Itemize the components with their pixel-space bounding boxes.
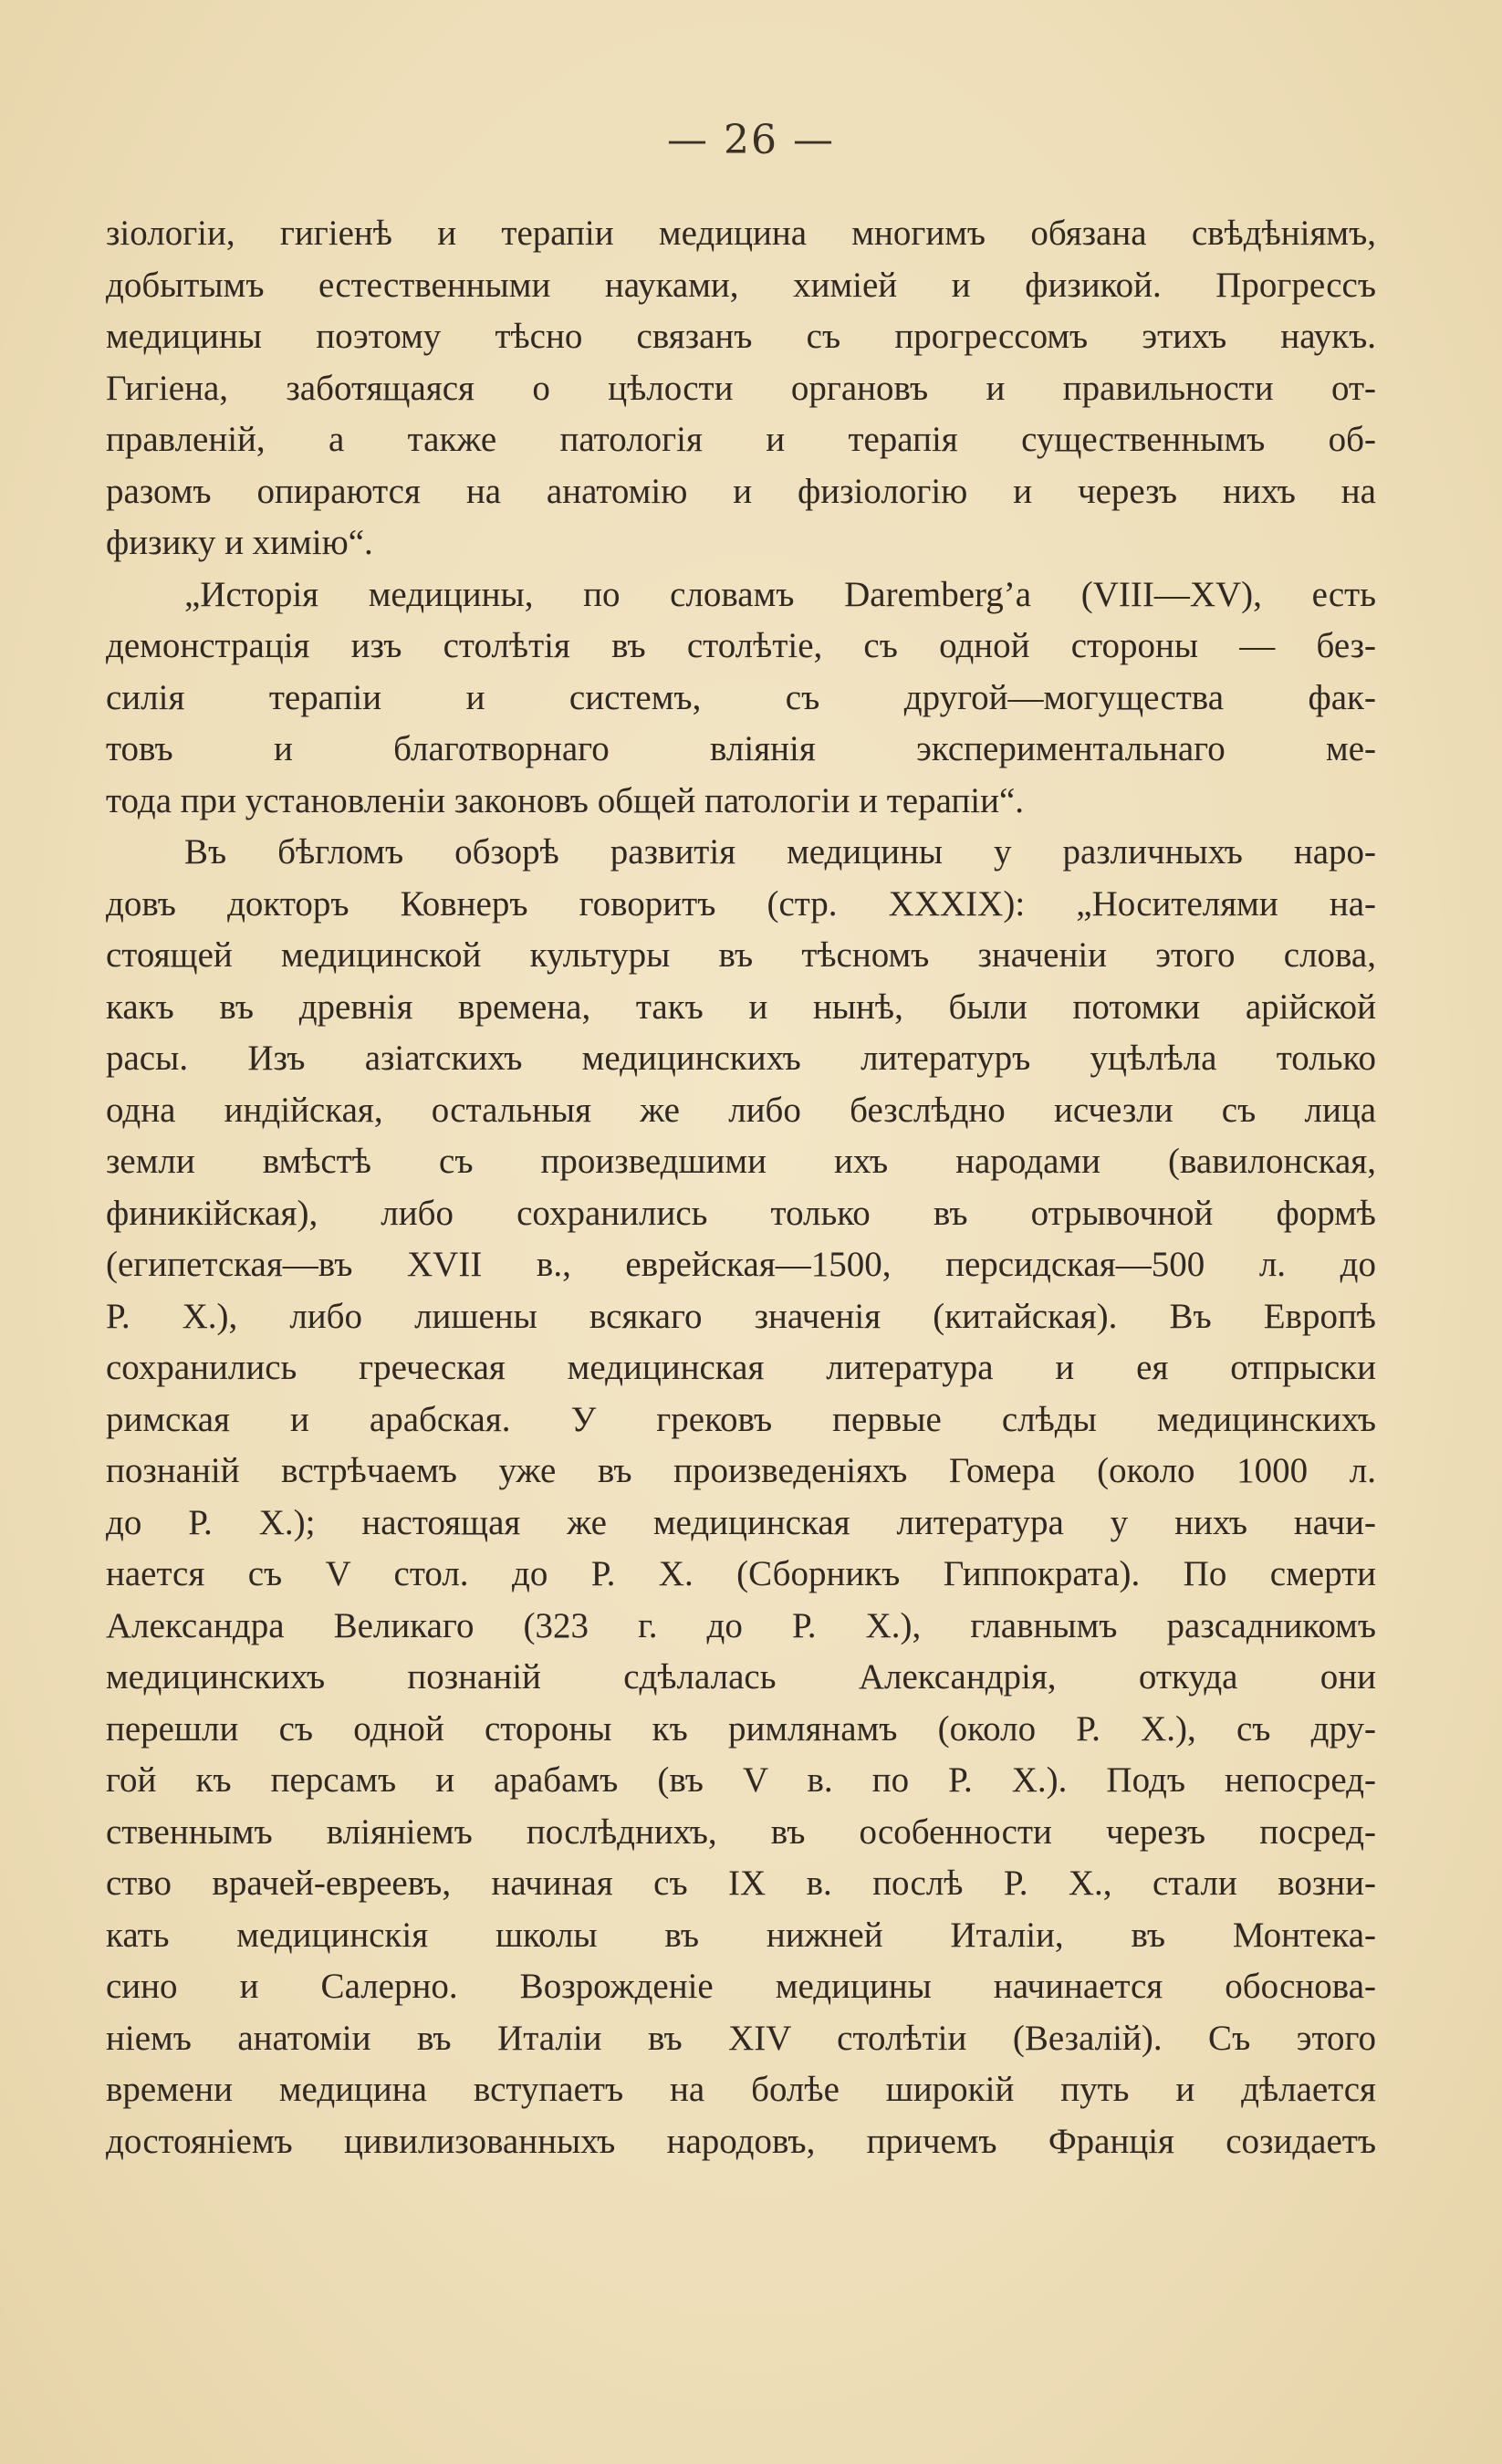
text-line: гой къ персамъ и арабамъ (въ V в. по Р. Х.). Подъ непосред- xyxy=(106,1760,1376,1800)
text-line: расы. Изъ азіатскихъ медицинскихъ литературъ уцѣлѣла только xyxy=(106,1039,1376,1078)
text-line: какъ въ древнія времена, такъ и нынѣ, были потомки арійской xyxy=(106,987,1376,1027)
text-line: ственнымъ вліяніемъ послѣднихъ, въ особенности черезъ посред- xyxy=(106,1811,1376,1852)
text-line: римская и арабская. У грековъ первые слѣды медицинскихъ xyxy=(106,1399,1376,1439)
text-line: познаній встрѣчаемъ уже въ произведеніяхъ Гомера (около 1000 л. xyxy=(106,1451,1376,1490)
text-line: Гигіена, заботящаяся о цѣлости органовъ и правильности от- xyxy=(106,368,1376,408)
text-line: довъ докторъ Ковнеръ говоритъ (стр. XXXIX): „Носителями на- xyxy=(106,883,1376,924)
text-line: Александра Великаго (323 г. до Р. Х.), главнымъ разсадникомъ xyxy=(106,1605,1376,1645)
text-line: разомъ опираются на анатомію и физіологію и черезъ нихъ на xyxy=(106,471,1376,511)
text-line: медицины поэтому тѣсно связанъ съ прогрессомъ этихъ наукъ. xyxy=(106,317,1376,356)
text-line: правленій, а также патологія и терапія существеннымъ об- xyxy=(106,420,1376,459)
text-line: добытымъ естественными науками, химіей и физикой. Прогрессъ xyxy=(106,265,1376,305)
text-line: тода при установленіи законовъ общей патологіи и терапіи“. xyxy=(106,780,1025,820)
text-line: силія терапіи и системъ, съ другой—могущества фак- xyxy=(106,677,1376,717)
text-line: сохранились греческая медицинская литература и ея отпрыски xyxy=(106,1348,1376,1387)
text-line: „Исторія медицины, по словамъ Daremberg’a (VIII—XV), есть xyxy=(184,574,1376,614)
text-line: ніемъ анатоміи въ Италіи въ XIV столѣтіи (Везалій). Съ этого xyxy=(106,2018,1376,2058)
text-line: одна индійская, остальныя же либо безслѣдно исчезли съ лица xyxy=(106,1090,1376,1130)
text-line: Р. Х.), либо лишены всякаго значенія (китайская). Въ Европѣ xyxy=(106,1296,1376,1336)
text-line: времени медицина вступаетъ на болѣе широкій путь и дѣлается xyxy=(106,2070,1376,2109)
page-number: — 26 — xyxy=(667,117,835,163)
page-body-text xyxy=(106,208,1376,2167)
text-line: зіологіи, гигіенѣ и терапіи медицина многимъ обязана свѣдѣніямъ, xyxy=(106,214,1376,253)
text-line: товъ и благотворнаго вліянія экспериментальнаго ме- xyxy=(106,729,1376,768)
text-line: медицинскихъ познаній сдѣлалась Александрія, откуда они xyxy=(106,1657,1376,1697)
text-line: Въ бѣгломъ обзорѣ развитія медицины у различныхъ наро- xyxy=(184,832,1376,872)
text-line: до Р. Х.); настоящая же медицинская литература у нихъ начи- xyxy=(106,1502,1376,1542)
text-line: перешли съ одной стороны къ римлянамъ (около Р. Х.), съ дру- xyxy=(106,1708,1376,1749)
text-line: нается съ V стол. до Р. Х. (Сборникъ Гиппократа). По смерти xyxy=(106,1554,1376,1593)
text-line: достояніемъ цивилизованныхъ народовъ, причемъ Франція созидаетъ xyxy=(106,2121,1376,2161)
text-line: земли вмѣстѣ съ произведшими ихъ народами (вавилонская, xyxy=(106,1142,1376,1181)
text-line: стоящей медицинской культуры въ тѣсномъ значеніи этого слова, xyxy=(106,935,1376,975)
text-line: демонстрація изъ столѣтія въ столѣтіе, съ одной стороны — без- xyxy=(106,626,1376,665)
text-line: сино и Салерно. Возрожденіе медицины начинается обоснова- xyxy=(106,1967,1376,2006)
text-line: кать медицинскія школы въ нижней Италіи, въ Монтека- xyxy=(106,1915,1376,1955)
text-line: (египетская—въ XVII в., еврейская—1500, персидская—500 л. до xyxy=(106,1245,1376,1284)
text-line: физику и химію“. xyxy=(106,523,373,562)
text-line: финикійская), либо сохранились только въ отрывочной формѣ xyxy=(106,1193,1376,1233)
text-line: ство врачей-евреевъ, начиная съ IX в. послѣ Р. Х., стали возни- xyxy=(106,1864,1376,1903)
